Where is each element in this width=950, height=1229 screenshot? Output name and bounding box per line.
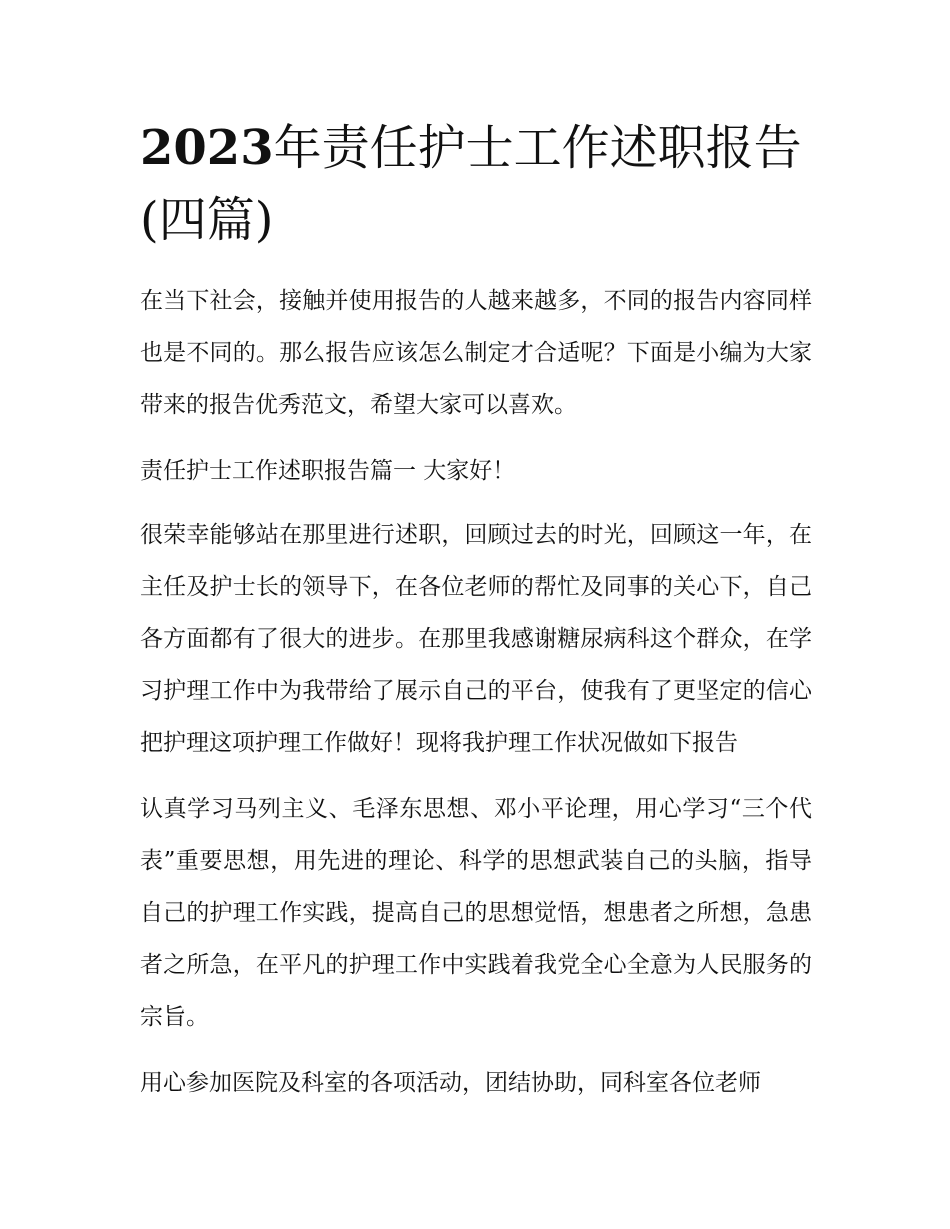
body-paragraph: 很荣幸能够站在那里进行述职，回顾过去的时光，回顾这一年，在主任及护士长的领导下，在各位老师的帮忙及同事的关心下，自己各方面都有了很大的进步。在那里我感谢糖尿病科这个群众，在学习护理工作中为我带给了展示自己的平台，使我有了更坚定的信心把护理这项护理工作做好！现将我护理工作状况做如下报告 [140,522,812,756]
section-heading-paragraph: 责任护士工作述职报告篇一 大家好！ [140,458,516,484]
title-year: 2023 [140,120,274,176]
document-body [140,275,812,1123]
intro-paragraph: 在当下社会，接触并使用报告的人越来越多，不同的报告内容同样也是不同的。那么报告应该怎么制定才合适呢？下面是小编为大家带来的报告优秀范文，希望大家可以喜欢。 [140,288,812,418]
body-paragraph: 认真学习马列主义、毛泽东思想、邓小平论理，用心学习“三个代表”重要思想，用先进的理论、科学的思想武装自己的头脑，指导自己的护理工作实践，提高自己的思想觉悟，想患者之所想，急患者之所急，在平凡的护理工作中实践着我党全心全意为人民服务的宗旨。 [140,796,812,1030]
document-title [140,112,820,256]
body-paragraph: 用心参加医院及科室的各项活动，团结协助，同科室各位老师 [140,1070,761,1096]
title-text: 年责任护士工作述职报告(四篇) [140,120,802,248]
